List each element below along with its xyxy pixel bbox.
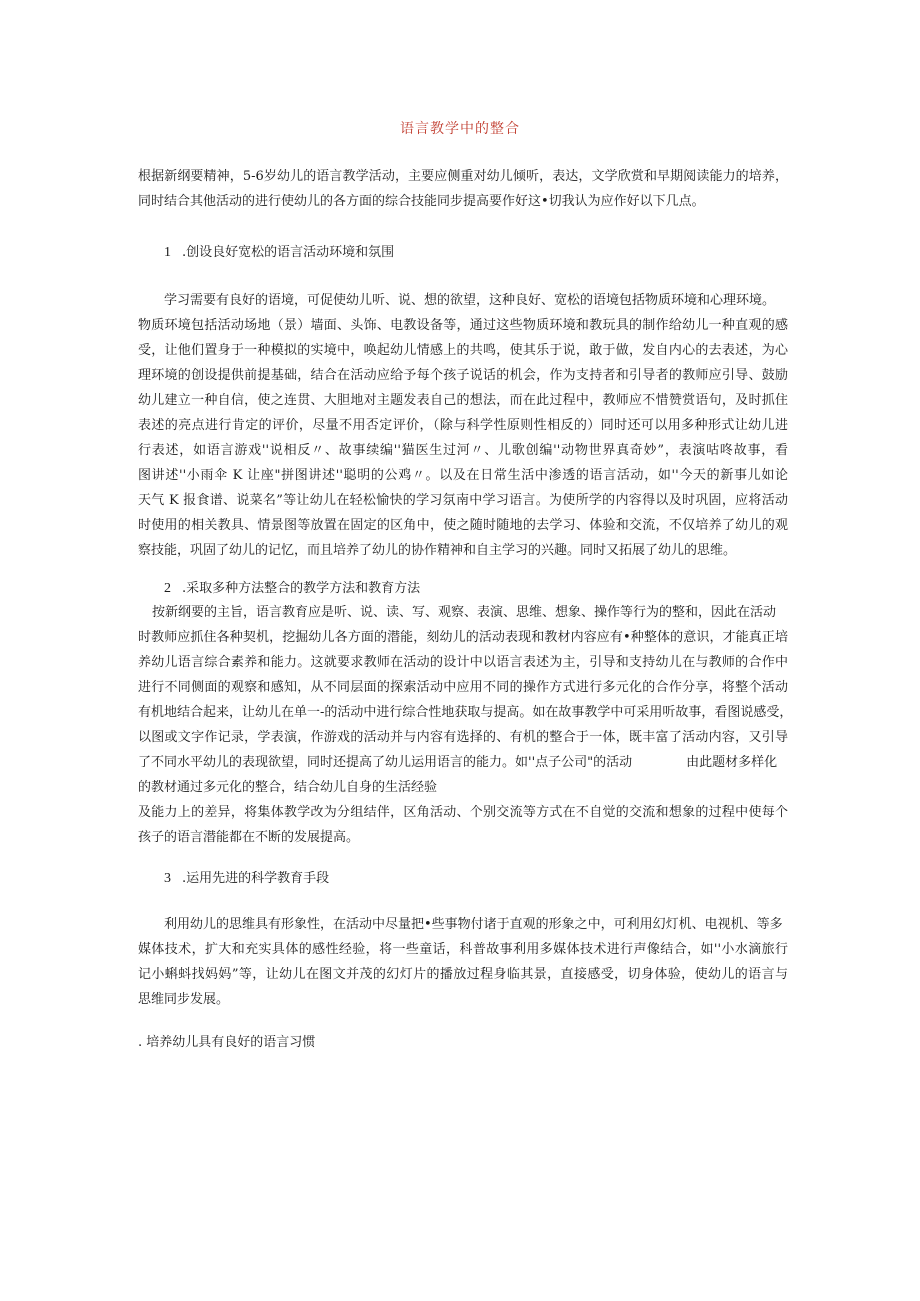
paragraph-line-left: 了不同水平幼儿的表现欲望，同时还提高了幼儿运用语言的能力。如''点子公司"的活动 xyxy=(138,755,633,770)
section-2-heading xyxy=(164,576,420,601)
paragraph-line: 时使用的相关教具、情景图等放置在固定的区角中，使之随时随地的去学习、体验和交流，不仅培养了幼儿的观 xyxy=(138,518,788,533)
paragraph-line: 以图或文字作记录，学表演，作游戏的活动并与内容有选择的、有机的整合于一体，既丰富了活动内容，又引导 xyxy=(138,730,788,745)
paragraph-line: 的教材通过多元化的整合，结合幼儿自身的生活经验 xyxy=(138,780,438,795)
section-2-number: 2 xyxy=(164,581,171,596)
section-2-paragraph xyxy=(138,600,793,850)
intro-line: 同时结合其他活动的进行使幼儿的各方面的综合技能同步提高要作好这•切我认为应作好以下几点。 xyxy=(138,194,705,209)
section-1-paragraph xyxy=(138,288,788,563)
section-3-heading-text: .运用先进的科学教育手段 xyxy=(182,871,330,886)
paragraph-line: 表述的亮点进行肯定的评价，尽量不用否定评价，（除与科学性原则性相反的）同时还可以用多种形式让幼儿进 xyxy=(138,418,788,433)
paragraph-line: 学习需要有良好的语境，可促使幼儿听、说、想的欲望，这种良好、宽松的语境包括物质环境和心理环境。 xyxy=(164,293,776,308)
section-3-heading xyxy=(164,866,329,891)
section-2-heading-text: .采取多种方法整合的教学方法和教育方法 xyxy=(182,581,421,596)
section-3-number: 3 xyxy=(164,871,171,886)
section-3-paragraph xyxy=(138,912,788,1012)
paragraph-line: 及能力上的差异，将集体教学改为分组结伴，区角活动、个别交流等方式在不自觉的交流和想象的过程中使每个 xyxy=(138,805,788,820)
paragraph-line: 有机地结合起来，让幼儿在单一-的活动中进行综合性地获取与提高。如在故事教学中可采用听故事，看图说感受， xyxy=(138,705,793,720)
paragraph-line: 利用幼儿的思维具有形象性，在活动中尽量把•些事物付诸于直观的形象之中，可利用幻灯机、电视机、等多 xyxy=(164,917,783,932)
paragraph-line: 时教师应抓住各种契机，挖掘幼儿各方面的潜能，刻幼儿的活动表现和教材内容应有•种整体的意识，才能真正培 xyxy=(138,630,788,645)
paragraph-line: 天气 K 报食谱、说菜名”等让幼儿在轻松愉快的学习氛南中学习语言。为使所学的内容得以及时巩固，应将活动 xyxy=(138,493,788,508)
paragraph-line: 媒体技术，扩大和充实具体的感性经验，将一些童话，科普故事利用多媒体技术进行声像结合，如''小水滴旅行 xyxy=(138,942,788,957)
paragraph-line: 记小蝌蚪找妈妈”等，让幼儿在图文并茂的幻灯片的播放过程身临其景，直接感受，切身体验，使幼儿的语言与 xyxy=(138,967,788,982)
section-4-heading: . 培养幼儿具有良好的语言习惯 xyxy=(138,1035,316,1050)
paragraph-line: 受，让他们置身于一种模拟的实境中，唤起幼儿情感上的共鸣，使其乐于说，敢于做，发自内心的去表述，为心 xyxy=(138,343,788,358)
paragraph-line: 养幼儿语言综合素养和能力。这就要求教师在活动的设计中以语言表述为主，引导和支持幼儿在与教师的合作中 xyxy=(138,655,788,670)
paragraph-line: 行表述，如语言游戏''说相反〃、故事续编''猫医生过河〃、儿歌创编''动物世界真奇妙”，表演咕咚故事，看 xyxy=(138,443,788,458)
paragraph-line xyxy=(138,750,788,775)
paragraph-line: 物质环境包括活动场地（景）墙面、头饰、电教设备等，通过这些物质环境和教玩具的制作给幼儿一种直观的感 xyxy=(138,318,788,333)
paragraph-line-right: 由此题材多样化 xyxy=(686,755,778,770)
intro-line: 根据新纲要精神，5-6岁幼儿的语言教学活动，主要应侧重对幼儿倾听，表达，文学欣赏和早期阅读能力的培养， xyxy=(138,169,788,184)
section-1-number: 1 xyxy=(164,245,171,260)
paragraph-line: 进行不同侧面的观察和感知，从不同层面的探索活动中应用不同的操作方式进行多元化的合作分享，将整个活动 xyxy=(138,680,788,695)
paragraph-line: 按新纲要的主旨，语言教育应是听、说、读、写、观察、表演、思维、想象、操作等行为的整和，因此在活动 xyxy=(152,605,777,620)
paragraph-line: 幼儿建立一种自信，使之连贯、大胆地对主题发表自己的想法，而在此过程中，教师应不惜赞赏语句，及时抓住 xyxy=(138,393,788,408)
section-1-heading xyxy=(164,240,394,265)
paragraph-line: 思维同步发展。 xyxy=(138,992,230,1007)
section-1-heading-text: .创设良好宽松的语言活动环境和氛围 xyxy=(182,245,395,260)
intro-paragraph xyxy=(138,164,788,214)
paragraph-line: 理环境的创设提供前提基础，结合在活动应给予每个孩子说话的机会，作为支持者和引导者的教师应引导、鼓励 xyxy=(138,368,788,383)
document-title: 语言教学中的整合 xyxy=(400,121,520,137)
paragraph-line: 孩子的语言潜能都在不断的发展提高。 xyxy=(138,830,360,845)
paragraph-line: 图讲述''小雨伞 K 让座"拼图讲述''聪明的公鸡〃。以及在日常生活中渗透的语言活动，如''今天的新事儿如论 xyxy=(138,468,788,483)
paragraph-line: 察技能，巩固了幼儿的记忆，而且培养了幼儿的协作精神和自主学习的兴趣。同时又拓展了幼儿的思维。 xyxy=(138,543,737,558)
